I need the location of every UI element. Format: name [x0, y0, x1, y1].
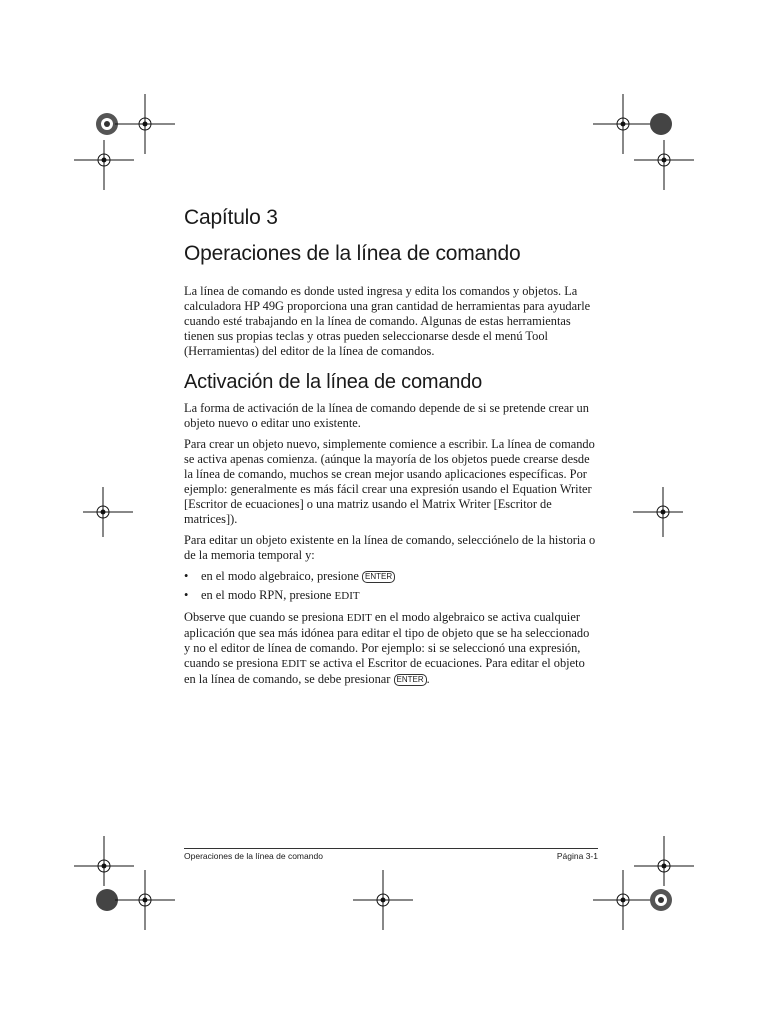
paragraph-3: Para editar un objeto existente en la línea de comando, selecciónelo de la historia o de la memoria temporal y: [184, 533, 596, 562]
crosshair-icon [73, 482, 133, 542]
edit-key-label: EDIT [334, 590, 360, 602]
enter-key-icon: ENTER [362, 571, 395, 583]
edit-key-label: EDIT [281, 658, 307, 670]
paragraph-4-end: . [426, 672, 430, 686]
paragraph-1: La forma de activación de la línea de comando depende de si se pretende crear un objeto nuevo o editar uno existente. [184, 401, 589, 430]
list-item [184, 588, 598, 604]
chapter-heading: Capítulo 3 [184, 206, 278, 229]
enter-key-icon: ENTER [394, 674, 427, 686]
crosshair-icon [353, 870, 413, 930]
edit-key-label: EDIT [346, 612, 372, 624]
crosshair-icon [634, 130, 694, 190]
crosshair-icon [74, 130, 134, 190]
section-heading: Activación de la línea de comando [184, 371, 483, 393]
bullet-list [184, 569, 598, 604]
list-item [184, 569, 598, 584]
crosshair-icon [115, 870, 175, 930]
list-item-text: en el modo algebraico, presione [201, 569, 359, 583]
list-item-text: en el modo RPN, presione [201, 588, 332, 602]
footer-page-number: Página 3-1 [556, 851, 598, 861]
crosshair-icon [633, 482, 693, 542]
paragraph-4-part-c: se activa el Escritor de ecuaciones. Para editar el objeto en la línea de comando, se debe presionar [184, 656, 585, 686]
footer-chapter-title: Operaciones de la línea de comando [184, 851, 323, 861]
paragraph-4-part-b: en el modo algebraico se activa cualquier aplicación que sea más idónea para editar el tipo de objeto que se ha seleccionado y no el editor de línea de comando. Por ejemplo: si se seleccionó una expresión, cuando se presiona [184, 610, 590, 670]
registration-mark-icon [631, 870, 691, 930]
page-title: Operaciones de la línea de comando [184, 242, 521, 265]
paragraph-4-part-a: Observe que cuando se presiona [184, 610, 344, 624]
bullet-icon: • [184, 588, 189, 602]
intro-paragraph: La línea de comando es donde usted ingresa y edita los comandos y objetos. La calculadora HP 49G proporciona una gran cantidad de herramientas para ayudarle cuando esté trabajando en la línea de comando. Algunas de estas herramientas tienen sus propias teclas y otras pueden seleccionarse desde el menú Tool (Herramientas) del editor de la línea de comandos. [184, 284, 591, 358]
paragraph-4 [184, 610, 598, 687]
bullet-icon: • [184, 569, 189, 583]
paragraph-2: Para crear un objeto nuevo, simplemente comience a escribir. La línea de comando se activa apenas comienza. (aúnque la mayoría de los objetos puede crearse desde la línea de comando, muchos se crean mejor usando aplicaciones específicas. Por ejemplo: generalmente es más fácil crear una expresión usando el Equation Writer [Escritor de ecuaciones] o una matriz usando el Matrix Writer [Escritor de matrices]). [184, 437, 595, 526]
page-content [184, 204, 598, 693]
page-footer [184, 848, 598, 861]
